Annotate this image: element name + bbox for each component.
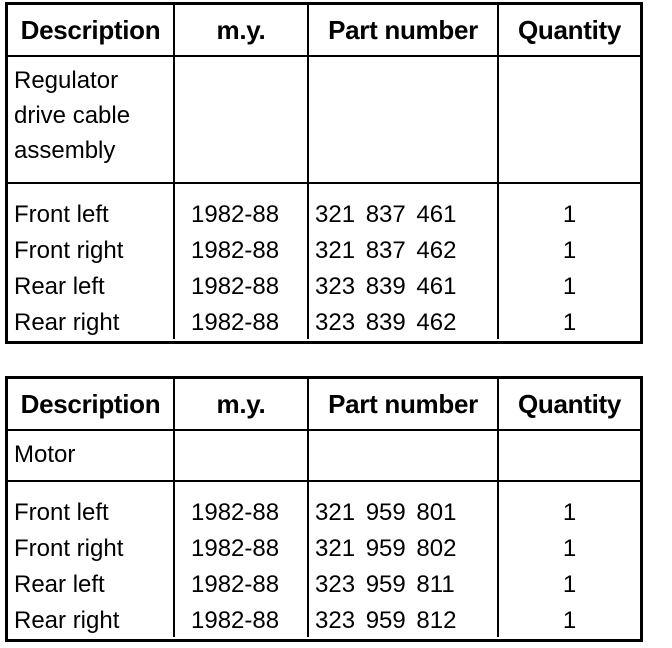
row-quantity: 1 [562,237,577,264]
row-model-year: 1982-88 [191,201,280,228]
row-part-number: 321 837 462 [315,237,457,264]
quantity-column [499,184,640,339]
row-part-number: 321 959 801 [315,499,457,526]
description-column [8,184,175,339]
table-body [8,482,640,637]
description-column [8,482,175,637]
table-header-row [8,379,640,431]
row-model-year: 1982-88 [191,309,280,336]
empty-cell [309,57,499,182]
row-quantity: 1 [562,499,577,526]
row-part-number: 321 837 461 [315,201,457,228]
row-part-number: 323 959 811 [315,571,455,598]
part-number-column [309,482,499,637]
row-model-year: 1982-88 [191,571,280,598]
row-description: Front right [14,535,124,562]
section-row [8,431,640,482]
row-description: Rear left [14,571,105,598]
table-body [8,184,640,339]
section-title: Motor [14,441,76,468]
row-part-number: 323 839 462 [315,309,457,336]
row-model-year: 1982-88 [191,499,280,526]
section-cell [8,57,175,182]
section-title: Regulator drive cable assembly [14,67,131,164]
empty-cell [175,431,309,480]
row-part-number: 323 959 812 [315,607,457,634]
section-row [8,57,640,184]
row-description: Front left [14,201,109,228]
header-model-year: m.y. [175,5,309,55]
row-part-number: 321 959 802 [315,535,457,562]
row-quantity: 1 [562,309,577,336]
row-description: Front right [14,237,124,264]
row-quantity: 1 [562,571,577,598]
model-year-column [175,184,309,339]
model-year-column [175,482,309,637]
parts-table-motor [5,376,643,642]
row-quantity: 1 [562,273,577,300]
header-part-number: Part number [309,5,499,55]
row-quantity: 1 [562,607,577,634]
row-quantity: 1 [562,535,577,562]
parts-table-regulator-cable [5,2,643,344]
header-description: Description [8,5,175,55]
row-description: Rear left [14,273,105,300]
table-header-row [8,5,640,57]
empty-cell [309,431,499,480]
header-quantity: Quantity [517,388,622,419]
row-model-year: 1982-88 [191,273,280,300]
header-part-number: Part number [309,379,499,429]
section-cell [8,431,175,480]
row-part-number: 323 839 461 [315,273,457,300]
row-model-year: 1982-88 [191,607,280,634]
quantity-column [499,482,640,637]
header-model-year: m.y. [175,379,309,429]
empty-cell [175,57,309,182]
row-description: Rear right [14,309,120,336]
row-model-year: 1982-88 [191,237,280,264]
row-description: Front left [14,499,109,526]
header-description: Description [8,379,175,429]
empty-cell [499,431,640,480]
part-number-column [309,184,499,339]
header-quantity: Quantity [517,14,622,45]
row-description: Rear right [14,607,120,634]
row-model-year: 1982-88 [191,535,280,562]
row-quantity: 1 [562,201,577,228]
empty-cell [499,57,640,182]
